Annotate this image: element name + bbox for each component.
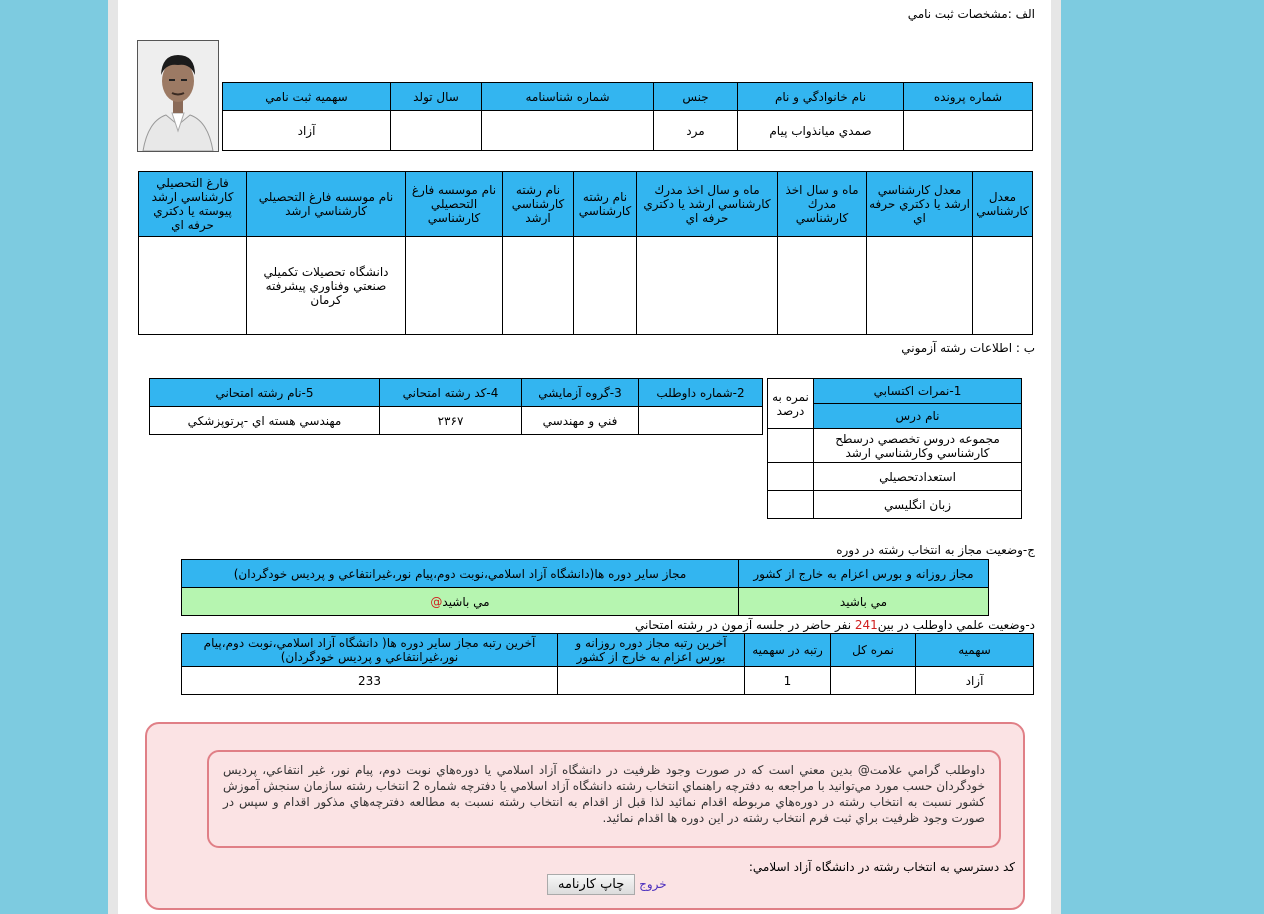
notice-panel [145,722,1025,910]
print-report-button[interactable]: چاپ كارنامه [547,874,635,895]
edu-header-bsc-date: ماه و سال اخذ مدرك كارشناسي [778,172,867,237]
rank-quota: آزاد [916,667,1034,695]
rank-last-daytime [558,667,745,695]
access-code-label: كد دسترسي به انتخاب رشته در دانشگاه آزاد اسلامي: [748,860,1015,874]
profile-header-birth-year: سال تولد [391,83,482,111]
profile-quota: آزاد [223,111,391,151]
profile-table [222,82,1033,151]
scores-header-percent: نمره به درصد [768,379,814,429]
edu-header-bsc-field: نام رشته كارشناسي [574,172,637,237]
page-content [108,0,1061,914]
edu-header-bsc-gpa: معدل كارشناسي [973,172,1033,237]
edu-header-bsc-institute: نام موسسه فارغ التحصيلي كارشناسي [406,172,503,237]
edu-header-msc-institute: نام موسسه فارغ التحصيلي كارشناسي ارشد [247,172,406,237]
edu-bsc-gpa [973,237,1033,335]
exit-link[interactable]: خروج [639,877,667,891]
profile-file-number [904,111,1033,151]
scores-table [767,378,1022,519]
score-course-aptitude: استعدادتحصيلي [814,463,1022,491]
profile-full-name: صمدي ميانذواب پيام [738,111,904,151]
scores-header-course: نام درس [814,404,1022,429]
portrait-image [138,41,218,151]
edu-header-msc-date: ماه و سال اخذ مدرك كارشناسي ارشد يا دكتري حرفه اي [637,172,778,237]
notice-message: داوطلب گرامي علامت@ بدين معني است كه در صورت وجود ظرفيت در دانشگاه آزاد اسلامي يا دوره‌هاي نوبت دوم، پيام نور، غير انتفاعي، پرديس خودگردان حسب مورد مي‌توانيد با مراجعه به دفترچه راهنماي انتخاب رشته دانشگاه آزاد اسلامي يا دفترچه شماره 2 انتخاب رشته سازمان سنجش آموزش كشور نسبت به انتخاب رشته در دوره‌هاي مربوطه اقدام نمائيد لذا قبل از اقدام به انتخاب رشته نسبت به مطالعه دفترچه‌هاي مذكور اقدام و سپس در صورت وجود ظرفيت براي ثبت فرم انتخاب رشته در اين دوره ها اقدام نمائيد. [207,750,1001,848]
edu-bsc-institute [406,237,503,335]
section-c-title: ج-وضعيت مجاز به انتخاب رشته در دوره [836,543,1035,557]
exam-header-candidate-number: 2-شماره داوطلب [639,379,763,407]
rank-last-other: 233 [182,667,558,695]
edu-header-msc-field: نام رشته كارشناسي ارشد [503,172,574,237]
exam-header-field-code: 4-كد رشته امتحاني [380,379,522,407]
score-percent-specialized [768,429,814,463]
profile-header-id-number: شماره شناسنامه [482,83,654,111]
permit-other-status: مي باشيد [442,594,490,609]
exam-header-group: 3-گروه آزمايشي [522,379,639,407]
rank-header-last-daytime: آخرين رتبه مجاز دوره روزانه و بورس اعزام به خارج از كشور [558,634,745,667]
rank-header-total-score: نمره كل [831,634,916,667]
score-course-specialized: مجموعه دروس تخصصي درسطح كارشناسي وكارشناسي ارشد [814,429,1022,463]
edu-bsc-date [778,237,867,335]
edu-bsc-field [574,237,637,335]
exam-group: فني و مهندسي [522,407,639,435]
section-b-title: ب : اطلاعات رشته آزموني [901,341,1035,355]
edu-msc-gpa [867,237,973,335]
rank-header-last-other: آخرين رتبه مجاز ساير دوره ها( دانشگاه آزاد اسلامي،نوبت دوم،پيام نور،غيرانتفاعي و پرديس خودگردان) [182,634,558,667]
permit-daytime-status: مي باشيد [739,588,989,616]
exam-header-field-name: 5-نام رشته امتحاني [150,379,380,407]
score-percent-aptitude [768,463,814,491]
rank-table [181,633,1034,695]
exam-table [149,378,763,435]
action-row [547,874,667,895]
profile-header-full-name: نام خانوادگي و نام [738,83,904,111]
edu-header-msc-gpa: معدل كارشناسي ارشد يا دكتري حرفه اي [867,172,973,237]
education-table [138,171,1033,335]
rank-header-quota: سهميه [916,634,1034,667]
candidate-photo [137,40,219,152]
section-d-count: 241 [854,618,878,632]
exam-field-code: ۲۳۶۷ [380,407,522,435]
profile-header-gender: جنس [654,83,738,111]
edu-msc-institute: دانشگاه تحصيلات تكميلي صنعتي وفناوري پيشرفته كرمان [247,237,406,335]
rank-header-rank: رتبه در سهميه [745,634,831,667]
edu-header-integrated: فارغ التحصيلي كارشناسي ارشد پيوسته يا دكتري حرفه اي [139,172,247,237]
profile-header-quota: سهميه ثبت نامي [223,83,391,111]
scores-title: 1-نمرات اكتسابي [814,379,1022,404]
permit-at-mark: @ [430,594,443,609]
edu-msc-field [503,237,574,335]
rank-in-quota: 1 [745,667,831,695]
profile-birth-year [391,111,482,151]
permit-header-other: مجاز ساير دوره ها(دانشگاه آزاد اسلامي،نوبت دوم،پيام نور،غيرانتفاعي و پرديس خودگردان) [182,560,739,588]
score-percent-english [768,491,814,519]
section-d-prefix: د-وضعيت علمي داوطلب در بين [877,618,1035,632]
profile-header-file-number: شماره پرونده [904,83,1033,111]
permit-table [181,559,989,616]
profile-id-number [482,111,654,151]
edu-msc-date [637,237,778,335]
profile-gender: مرد [654,111,738,151]
exam-field-name: مهندسي هسته اي -پرتوپزشكي [150,407,380,435]
section-d-title [128,618,1035,632]
score-course-english: زبان انگليسي [814,491,1022,519]
permit-header-daytime: مجاز روزانه و بورس اعزام به خارج از كشور [739,560,989,588]
section-d-suffix: نفر حاضر در جلسه آزمون در رشته امتحاني [635,618,852,632]
exam-candidate-number [639,407,763,435]
edu-integrated [139,237,247,335]
section-a-title: الف :مشخصات ثبت نامي [907,7,1035,21]
rank-total-score [831,667,916,695]
permit-other-cell [182,588,739,616]
